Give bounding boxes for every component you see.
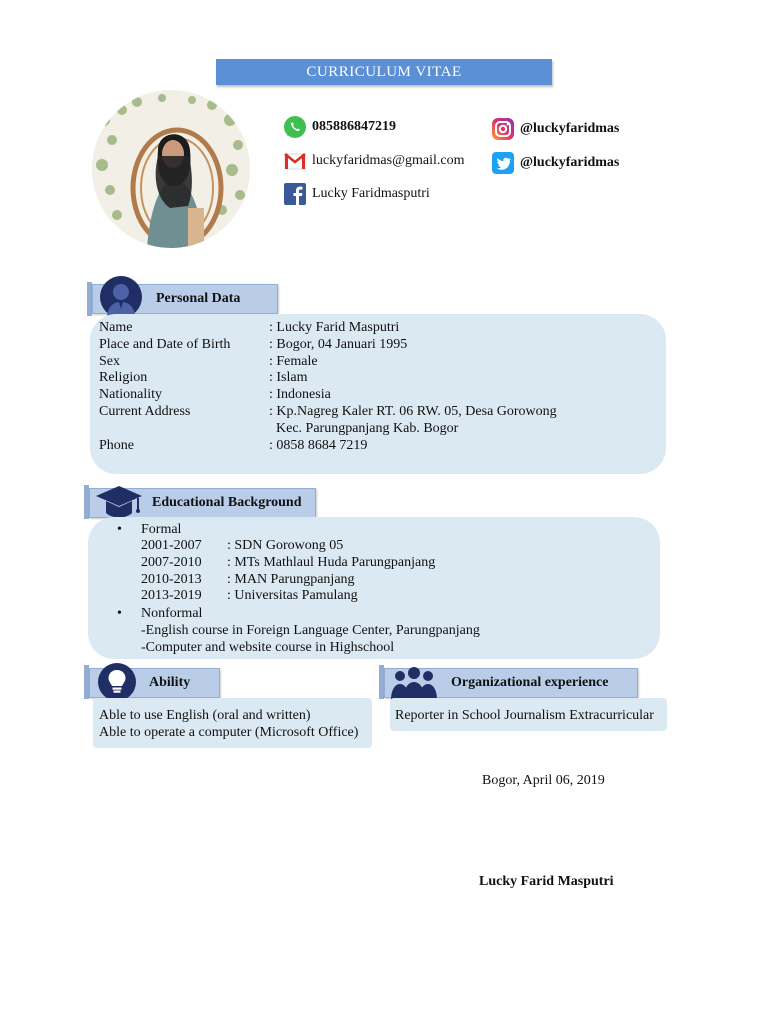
education-years: 2013-2019 [141,588,202,604]
education-row [117,588,657,605]
lightbulb-icon [98,663,136,701]
contact-twitter[interactable] [491,151,619,175]
bullet-dot: • [117,522,122,537]
education-years: 2010-2013 [141,571,202,587]
contact-whatsapp[interactable] [283,115,396,139]
twitter-handle: @luckyfaridmas [520,155,620,170]
nonformal-item: -English course in Foreign Language Center, Parungpanjang [141,623,480,639]
profile-photo [92,90,250,248]
education-formal [117,521,657,538]
education-years: 2001-2007 [141,538,202,553]
people-group-icon [390,664,438,702]
field-value: : Islam [269,370,308,386]
personal-data-heading: Personal Data [156,291,241,306]
education-row [117,555,657,572]
education-school: : SDN Gorowong 05 [227,538,344,553]
personal-row-name [99,320,659,337]
education-years: 2007-2010 [141,554,202,570]
person-icon [100,276,142,318]
field-value: : Lucky Farid Masputri [269,320,400,335]
ability-heading: Ability [149,675,191,690]
field-label: Place and Date of Birth [99,336,231,352]
field-label [99,421,269,438]
place-date: Bogor, April 06, 2019 [482,773,605,788]
personal-row-phone [99,438,659,455]
education-school: : Universitas Pamulang [227,588,358,604]
personal-row-sex [99,354,659,371]
field-label: Current Address [99,403,191,419]
facebook-icon [283,182,307,206]
field-value: : Female [269,353,318,369]
personal-row-religion [99,370,659,387]
field-label: Nationality [99,387,162,403]
gmail-icon [283,149,307,173]
whatsapp-icon [283,115,307,139]
education-row [117,572,657,589]
instagram-icon [491,117,515,141]
field-label: Phone [99,437,134,453]
organization-item: Reporter in School Journalism Extracurricular [395,708,654,723]
personal-row-address-cont [99,421,659,438]
education-school: : MTs Mathlaul Huda Parungpanjang [227,554,436,570]
personal-row-nationality [99,387,659,404]
education-row [117,538,657,555]
field-value: : Kp.Nagreg Kaler RT. 06 RW. 05, Desa Gorowong [269,403,557,419]
email-address: luckyfaridmas@gmail.com [312,153,465,168]
nonformal-item: -Computer and website course in Highschool [141,640,395,656]
ability-item: Able to operate a computer (Microsoft Office) [99,725,359,740]
contact-facebook[interactable] [283,182,430,206]
field-label: Religion [99,370,148,386]
education-heading: Educational Background [152,495,302,510]
field-value: Kec. Parungpanjang Kab. Bogor [269,420,459,436]
bullet-dot: • [117,606,122,622]
formal-label: Formal [141,522,182,537]
field-label: Sex [99,353,120,369]
profile-photo-illustration [92,90,250,248]
education-nonformal [117,605,657,622]
education-school: : MAN Parungpanjang [227,571,355,587]
contact-email[interactable] [283,149,464,173]
education-list [117,521,657,656]
twitter-icon [491,151,515,175]
personal-row-birth [99,337,659,354]
field-value: : Indonesia [269,387,331,403]
ability-item: Able to use English (oral and written) [99,708,311,723]
field-label: Name [99,320,133,335]
signature-name: Lucky Farid Masputri [479,874,614,889]
field-value: : Bogor, 04 Januari 1995 [269,336,408,352]
facebook-name: Lucky Faridmasputri [312,186,430,201]
contact-instagram[interactable] [491,117,619,141]
nonformal-label: Nonformal [141,606,203,622]
personal-data-list [99,320,659,454]
instagram-handle: @luckyfaridmas [520,121,620,136]
organization-list [395,707,654,724]
organization-heading: Organizational experience [451,675,609,690]
personal-row-address [99,404,659,421]
ability-list [99,707,358,741]
page-title: CURRICULUM VITAE [216,59,552,85]
whatsapp-number: 085886847219 [312,119,396,134]
field-value: : 0858 8684 7219 [269,437,368,453]
